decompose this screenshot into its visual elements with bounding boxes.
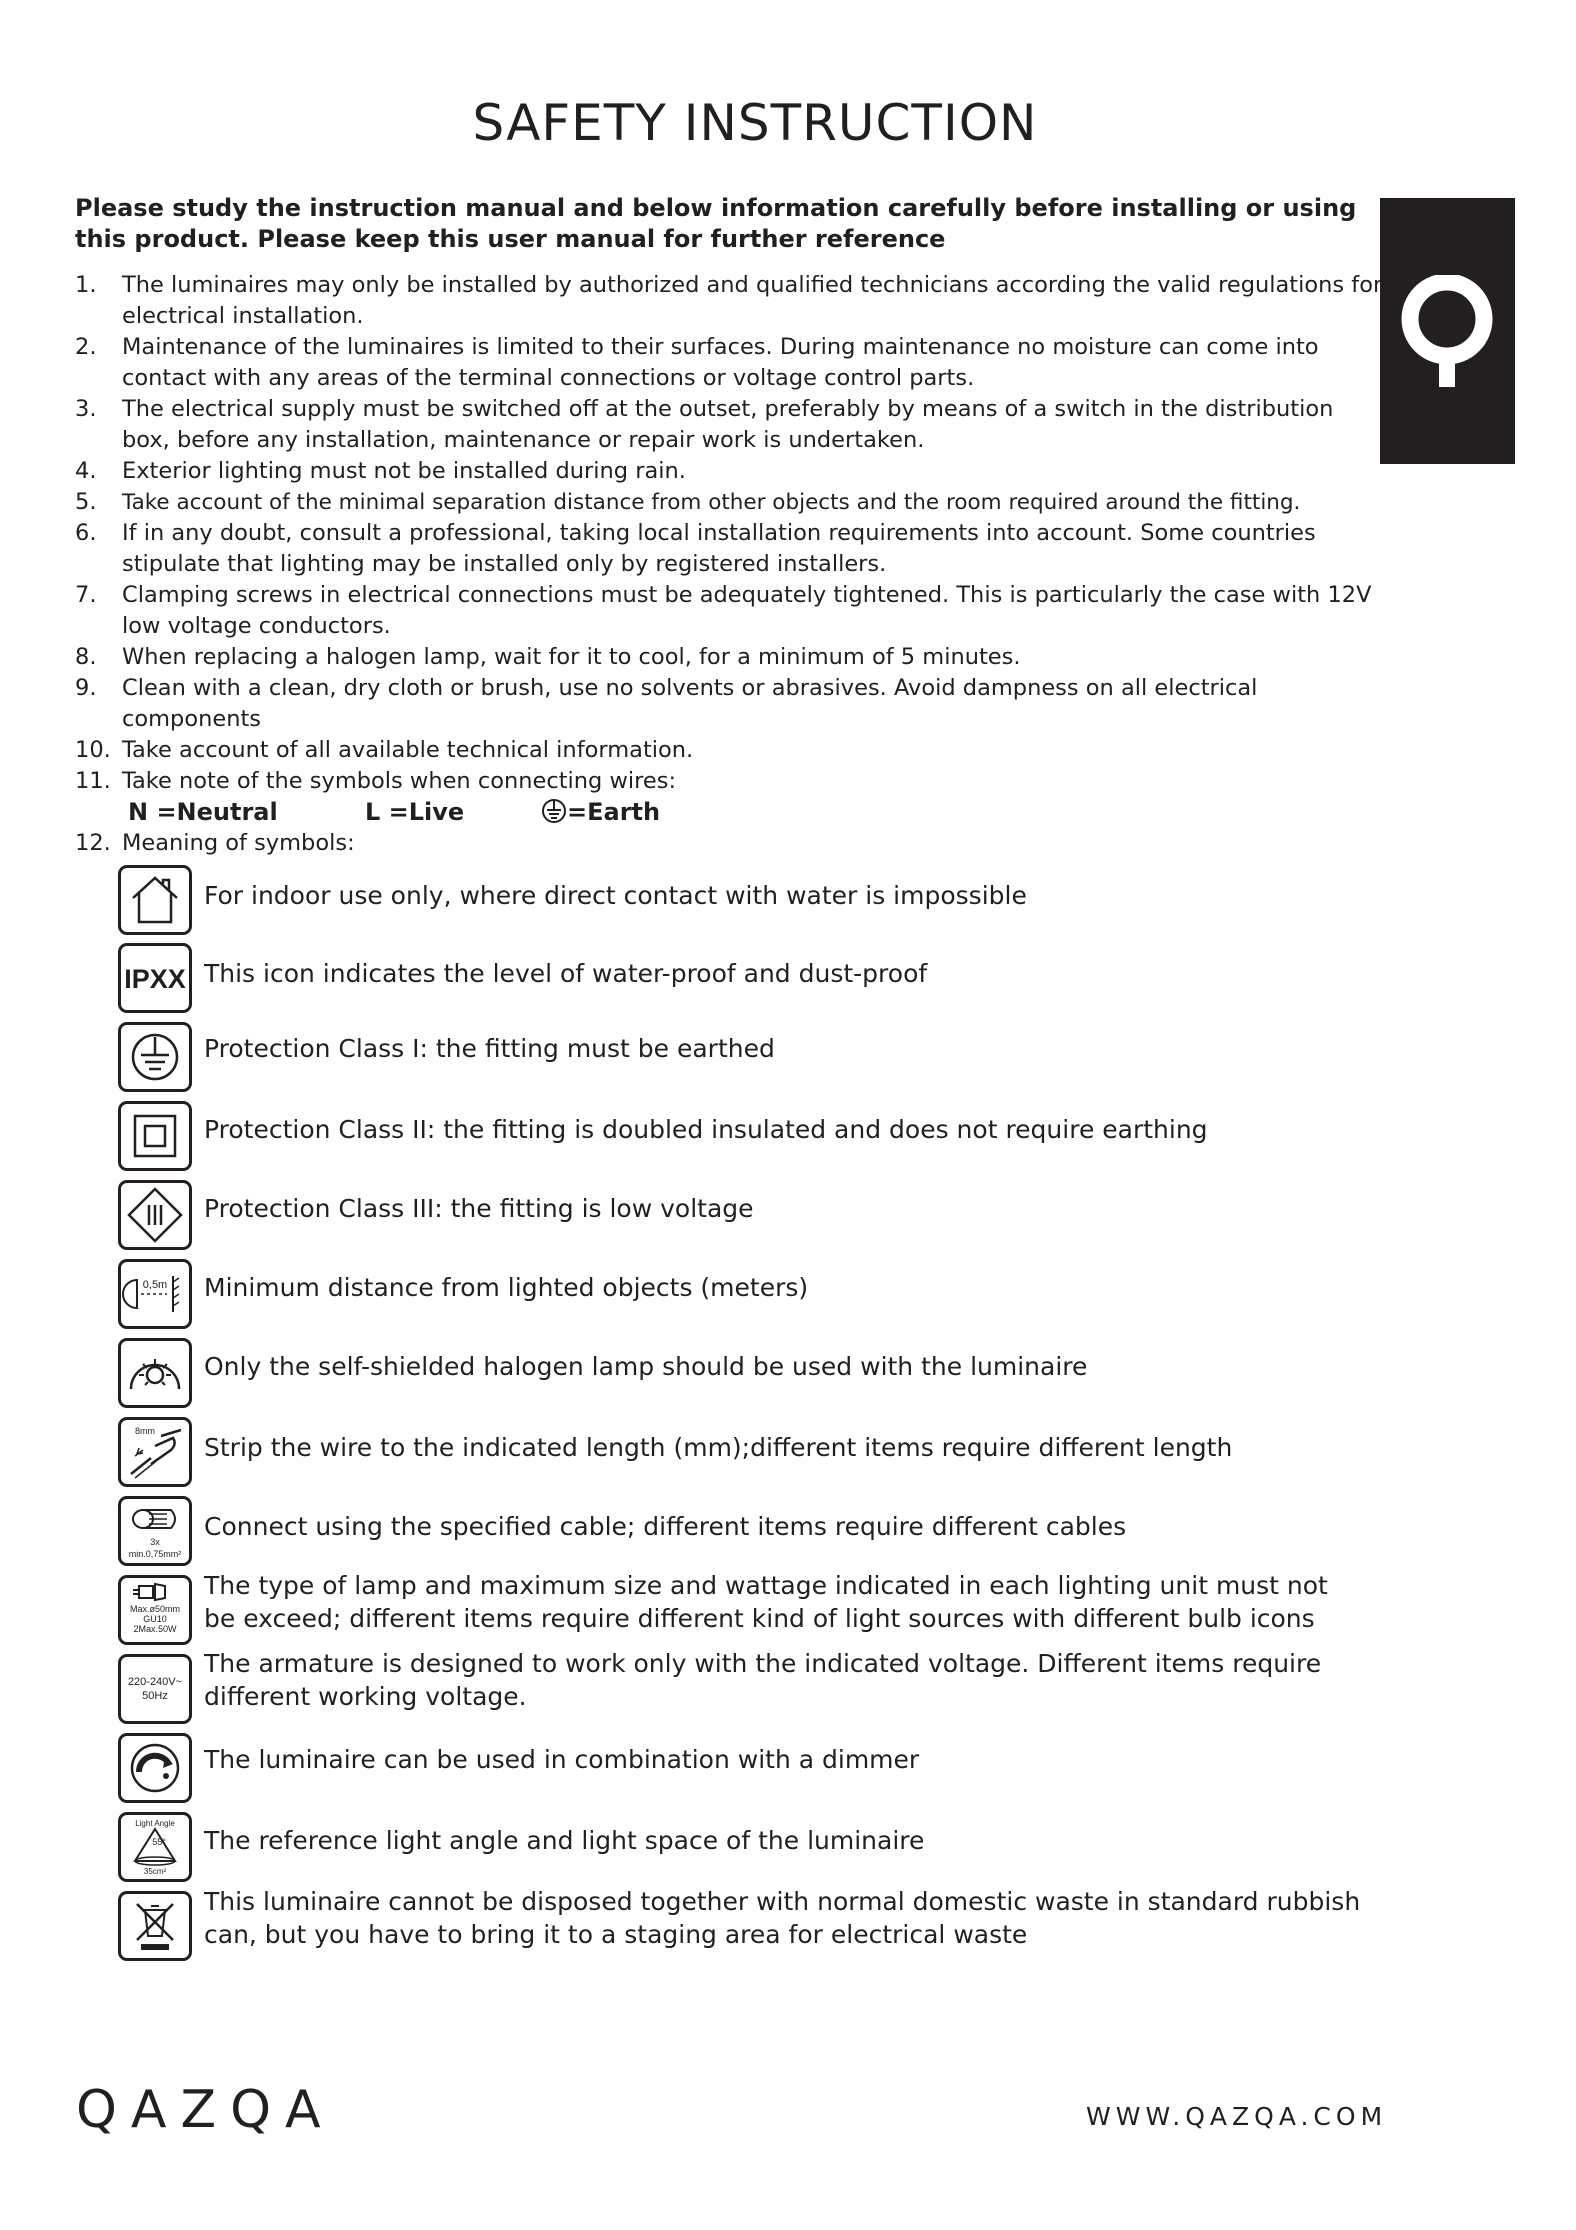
svg-text:GU10: GU10 [143,1614,167,1624]
item-text: Meaning of symbols: [122,830,355,856]
list-item [75,270,1395,332]
intro-paragraph: Please study the instruction manual and below information carefully before installing or using this product. Please keep this user manual for further reference [75,194,1357,253]
svg-text:8mm: 8mm [135,1426,155,1436]
footer-url[interactable]: WWW.QAZQA.COM [1086,2102,1388,2131]
list-item [75,828,1395,859]
symbol-text: For indoor use only, where direct contact with water is impossible [204,881,1027,910]
symbol-text: Strip the wire to the indicated length (mm);different items require different length [204,1433,1233,1462]
svg-text:55°: 55° [152,1837,166,1847]
list-item [75,642,1395,673]
list-item [75,456,1395,487]
house-indoor-icon [118,865,192,935]
item-text: Maintenance of the luminaires is limited to their surfaces. During maintenance no moisture can come into contact with any areas of the terminal connections or voltage control parts. [122,334,1319,391]
symbol-text: Protection Class II: the fitting is doubled insulated and does not require earthing [204,1115,1208,1144]
item-number: 8. [75,644,97,670]
qazqa-q-icon [1397,275,1497,387]
item-number: 6. [75,520,97,546]
list-item [75,332,1365,394]
item-number: 2. [75,334,97,360]
svg-text:220-240V~: 220-240V~ [127,1676,183,1688]
list-item [75,518,1365,580]
item-number: 4. [75,458,97,484]
symbol-text: Minimum distance from lighted objects (meters) [204,1273,809,1302]
item-text: Clean with a clean, dry cloth or brush, use no solvents or abrasives. Avoid dampness on all electrical components [122,675,1258,732]
svg-text:IPXX: IPXX [124,964,186,994]
list-item [75,766,1395,797]
double-insulated-class-2-icon [118,1101,192,1171]
neutral-label: N =Neutral [128,798,278,826]
live-label: L =Live [365,798,465,826]
item-number: 10. [75,737,111,763]
symbol-text: Connect using the specified cable; different items require different cables [204,1512,1127,1541]
list-item [75,673,1325,735]
item-text: The electrical supply must be switched off at the outset, preferably by means of a switch in the distribution box, before any installation, maintenance or repair work is undertaken. [122,396,1334,453]
item-text: Exterior lighting must not be installed during rain. [122,458,686,484]
svg-text:min.0,75mm²: min.0,75mm² [128,1549,182,1559]
strip-wire-icon [118,1417,192,1487]
earth-label: =Earth [541,797,567,828]
symbol-text: can, but you have to bring it to a staging area for electrical waste [204,1920,1028,1949]
svg-text:Max.ø50mm: Max.ø50mm [129,1604,181,1614]
ipxx-icon [118,943,192,1013]
item-number: 3. [75,396,97,422]
dimmer-icon [118,1733,192,1803]
symbol-text: The type of lamp and maximum size and wattage indicated in each lighting unit must not [204,1571,1328,1600]
earth-symbol-icon [541,798,567,824]
item-number: 1. [75,272,97,298]
item-number: 9. [75,675,97,701]
svg-text:3x: 3x [150,1537,160,1547]
item-text: Take note of the symbols when connecting wires: [122,768,677,794]
list-item [75,735,1395,766]
item-number: 12. [75,830,111,856]
symbol-text: The reference light angle and light space of the luminaire [204,1826,925,1855]
symbol-text: This icon indicates the level of water-proof and dust-proof [204,959,928,988]
self-shielded-lamp-icon [118,1338,192,1408]
svg-text:0,5m: 0,5m [142,1279,168,1291]
svg-text:35cm²: 35cm² [143,1867,167,1876]
light-angle-icon [118,1812,192,1882]
item-text: Take account of all available technical information. [122,737,694,763]
low-voltage-class-3-icon [118,1180,192,1250]
rules-list [75,270,1395,859]
weee-bin-icon [118,1891,192,1961]
item-number: 7. [75,582,97,608]
item-number: 11. [75,768,111,794]
page-title: SAFETY INSTRUCTION [472,94,1038,152]
symbol-text: Protection Class III: the fitting is low voltage [204,1194,754,1223]
cable-icon [118,1496,192,1566]
item-text: When replacing a halogen lamp, wait for it to cool, for a minimum of 5 minutes. [122,644,1021,670]
list-item [75,394,1355,456]
brand-tab [1380,198,1515,464]
item-text: Take account of the minimal separation distance from other objects and the room required around the fitting. [122,490,1301,515]
item-number: 5. [75,489,97,515]
item-text: The luminaires may only be installed by authorized and qualified technicians according the valid regulations for electrical installation. [122,272,1383,329]
item-text: If in any doubt, consult a professional, taking local installation requirements into account. Some countries stipulate that lighting may be installed only by registered installers. [122,520,1316,577]
symbol-text: different working voltage. [204,1682,527,1711]
symbol-text: Protection Class I: the fitting must be earthed [204,1034,775,1063]
earth-class-1-icon [118,1022,192,1092]
list-item [75,580,1405,642]
min-distance-icon [118,1259,192,1329]
symbol-text: Only the self-shielded halogen lamp should be used with the luminaire [204,1352,1088,1381]
svg-text:2Max.50W: 2Max.50W [133,1624,177,1634]
symbol-text: The armature is designed to work only with the indicated voltage. Different items require [204,1649,1322,1678]
svg-text:Light Angle: Light Angle [135,1819,175,1828]
symbol-text: This luminaire cannot be disposed together with normal domestic waste in standard rubbish [204,1887,1361,1916]
voltage-icon [118,1654,192,1724]
symbol-text: be exceed; different items require different kind of light sources with different bulb icons [204,1604,1315,1633]
svg-text:50Hz: 50Hz [142,1690,168,1702]
symbol-text: The luminaire can be used in combination with a dimmer [204,1745,920,1774]
footer-logo: QAZQA [76,2080,335,2140]
list-item [75,487,1395,518]
item-text: Clamping screws in electrical connections must be adequately tightened. This is particularly the case with 12V low voltage conductors. [122,582,1372,639]
wire-legend [75,797,1395,828]
lamp-type-icon [118,1575,192,1645]
